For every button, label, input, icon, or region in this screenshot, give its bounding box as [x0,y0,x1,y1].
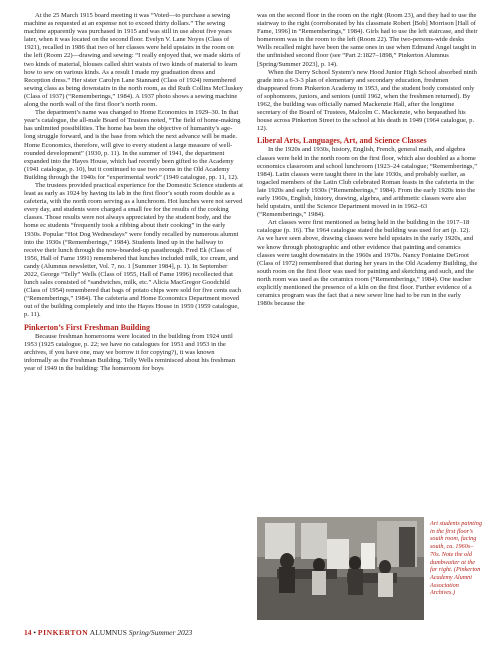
art-students-photo [257,517,424,620]
body-paragraph: Art classes were first mentioned as being held in the building in the 1917–18 catalogue (p. 16). The 1964 catalogue stated the building was used for art (p. 12). As we have seen above, drawing classes were held upstairs in the early 1920s, and we know through photographic and other evidence that painting and ceramics classes were taught downstairs in the 1960s and 1970s. Nancy Fontaine DeGroot (Class of 1972) remembered that during her years in the Old Academy Building, the south room on the first floor was used for painting and sketching and such, and the north room was used as the ceramics room (“Rememberings,” 1984). One teacher explicitly mentioned the presence of a kiln on the first floor. Further evidence of a ceramics program was the fact that a new sewer line had to be run in the early 1980s because the [257,219,478,308]
photo-caption: Art students painting in the first floor’s south room, facing south, ca. 1960s–70s. Note the old dumbwaiter at the far right. (Pinkerton Academy Alumni Association Archives.) [430,520,482,597]
brand-name: PINKERTON [37,628,89,637]
left-column [24,12,243,373]
body-paragraph: At the 25 March 1915 board meeting it was “Voted—to purchase a sewing machine as requested at an expense not to exceed thirty dollars.” The sewing machine apparently was purchased in 1915 and was still in use about five years later, when it was located on the second floor. Evelyn V. Lane Noyes (Class of 1921), recalled in 1986 that two of her classes were held upstairs in the room on the left (Room 22)—drawing and sewing: “I really enjoyed that, we made skirts of two kinds of material, blouses called shirt waists of two kinds of material to learn how to sew on various kinds. As a result I made my graduation dress and Reception dress.” Her sister Carolyn Lane Stannard (Class of 1924) remembered sewing class as being downstairs in the north room, as did Ruth Collins McCluskey (Class of 1937) (“Rememberings,” 1984). A 1937 photo shows a sewing machine along the north wall of the first floor’s north room. [24,12,243,109]
body-paragraph: The trustees provided practical experience for the Domestic Science students at least as early as 1924 by having its lab in the first floor’s south room double as a cafeteria, with the north room serving as a lunchroom. Hot lunches were not served every day, and students were charged a small fee for the results of the cooking classes. Those results were not always appreciated by the student body, and the home ec students “frequently took a ribbing about their cooking” in the early 1930s. Popular “Hot Dog Wednesdays” were fondly recalled by numerous alumni into the 1930s (“Rememberings,” 1984). Students lined up in the hallway to receive their lunch through the now-boarded-up passthrough. Fred Ek (Class of 1956, Hall of Fame 1991) remembered that lunches included milk, ice cream, and candy (Alumnus newsletter, Vol. 7, no. 1 [Summer 1984], p. 1). In September 2022, George “Telly” Wells (Class of 1955, Hall of Fame 1996) recollected that lunch sales consisted of “sandwiches, milk, etc.” Alicia MacGregor Goodchild (Class of 1954) remembered that bags of potato chips were sold for five cents each (“Rememberings,” 1984). The cafeteria and Home Economics Department moved out of the building completely and into the Hayes House in 1959 (1959 catalogue, p. 11). [24,181,243,319]
body-paragraph: was on the second floor in the room on the right (Room 23), and they had to use the stairway to the right (corroborated by his classmate Robert [Bob] Morrison [Hall of Fame, 1996] in “Rememberings,” 1984). Girls had to use the left staircase, and their homeroom was in the room to the left (Room 22). The two-persons-wide desks Wells recalled might have been the same ones in use when Edmund Angel taught in the unfinished second floor (see “Part 2:1827–1898,” Pinkerton Alumnus [Spring/Summer 2023], p. 14). [257,12,478,68]
page-number: 14 [24,628,32,637]
publication-name: ALUMNUS [89,628,127,637]
body-paragraph: The department’s name was changed to Home Economics in 1929–30. In that year’s catalogue, the all-male Board of Trustees noted, “The field of home-making has unlimited possibilities. The home has been the objective of humanity’s age-long struggle forward, and is the base from which the next advance will be made. Home Economics, therefore, will give to every student a large measure of well-rounded development” (1930, p. 11). In the summer of 1941, the department expanded into the Hayes House, which had recently been gifted to the Academy (1941 catalogue, p. 10), but it continued to use two rooms in the Old Academy Building through the 1940s for “experimental work” (1949 catalogue, pp. 11, 12). [24,109,241,181]
page-footer [24,628,192,638]
section-heading-freshman-building: Pinkerton’s First Freshman Building [24,322,151,332]
body-paragraph: When the Derry School System’s new Hood Junior High School absorbed ninth grade into a 6-3-3 plan of elementary and secondary education, freshmen disappeared from Pinkerton Academy in 1953, and the student body consisted only of sophomores, juniors, and seniors (until 1962, when the freshmen returned). By 1962, the building was officially named Mackenzie Hall, after the longtime secretary of the Board of Trustees, Malcolm C. Mackenzie, who bequeathed his house across Pinkerton Street to the school at his death in 1949 (1964 catalogue, p. 12). [257,68,477,133]
body-paragraph: In the 1920s and 1930s, history, English, French, general math, and algebra classes were held in the north room on the first floor, which also doubled as a home economics classroom and school lunchroom (1923–24 catalogue; “Rememberings,” 1984). Latin classes were taught there in the late 1930s, and probably earlier, as togacled members of the Latin Club celebrated Roman feasts in the cafeteria in the late 1920s and early 1930s (“Rememberings,” 1984). From the early 1920s into the early 1960s, English, history, drawing, algebra, and arithmetic classes were also held upstairs, until the Science Department moved in in 1962–63 (“Rememberings,” 1984). [257,146,477,219]
footer-separator: • [31,628,38,637]
section-heading-liberal-arts: Liberal Arts, Languages, Art, and Science Classes [257,136,427,146]
body-paragraph: Because freshman homerooms were located in the building from 1924 until 1953 (1925 catalogue, p. 22; we have no catalogues for 1951 and 1953 in the archives, if you have one, may we borrow it for copying?), it was known informally as the Freshman Building. Telly Wells reminisced about his freshman year of 1949 in the building: The homeroom for boys [24,332,235,372]
right-column [257,12,478,308]
issue-label: Spring/Summer 2023 [128,628,193,637]
